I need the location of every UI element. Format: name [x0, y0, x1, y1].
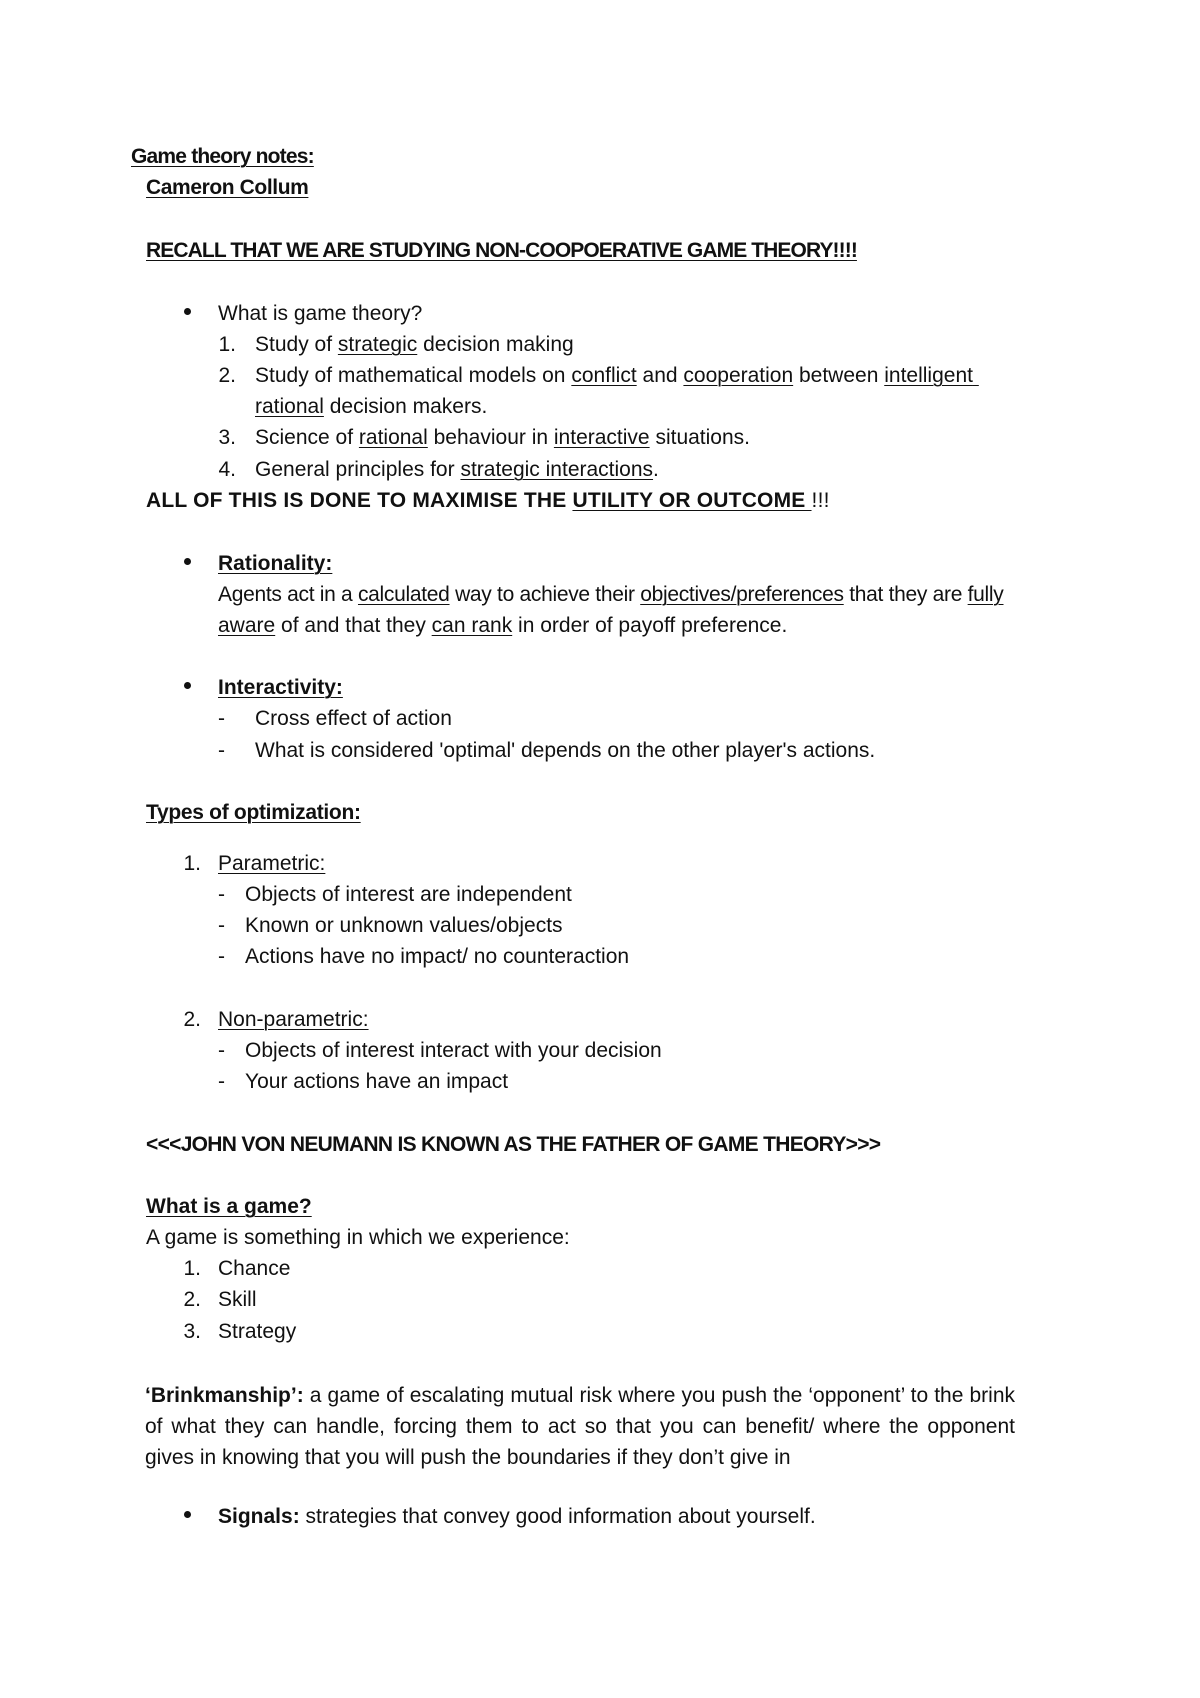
list-number: 4. [218, 458, 236, 481]
interactivity-item-2: What is considered 'optimal' depends on the other player's actions. [255, 739, 876, 762]
recall-heading: RECALL THAT WE ARE STUDYING NON-COOPOERATIVE GAME THEORY!!!! [146, 239, 857, 262]
non-parametric-item-1: Objects of interest interact with your decision [245, 1039, 662, 1062]
dash-marker: - [218, 1070, 225, 1093]
definition-item-4: General principles for strategic interactions. [255, 458, 659, 481]
maximise-statement: ALL OF THIS IS DONE TO MAXIMISE THE UTILITY OR OUTCOME !!! [146, 489, 830, 512]
author-name: Cameron Collum [146, 176, 309, 199]
bullet-icon [184, 1511, 191, 1518]
game-item-skill: Skill [218, 1288, 257, 1311]
optimization-heading: Types of optimization: [146, 801, 361, 824]
rationality-heading: Rationality: [218, 552, 333, 575]
list-number: 3. [218, 426, 236, 449]
interactivity-heading: Interactivity: [218, 676, 343, 699]
list-number: 2. [183, 1288, 201, 1311]
parametric-item-3: Actions have no impact/ no counteraction [245, 945, 630, 968]
dash-marker: - [218, 883, 225, 906]
definition-item-2: Study of mathematical models on conflict and cooperation between intelligent [255, 364, 973, 387]
game-theory-question: What is game theory? [218, 302, 423, 325]
dash-marker: - [218, 1039, 225, 1062]
rationality-text-1: Agents act in a calculated way to achieve their objectives/preferences that they are fully [218, 583, 1004, 606]
bullet-icon [184, 682, 191, 689]
brinkmanship-paragraph: ‘Brinkmanship’: a game of escalating mutual risk where you push the ‘opponent’ to the brink of what they can handle, forcing them to act so that you can benefit/ where the opponent gives in knowing that you will push the boundaries if they don’t give in [145, 1384, 1015, 1469]
list-number: 3. [183, 1320, 201, 1343]
non-parametric-item-2: Your actions have an impact [245, 1070, 509, 1093]
definition-item-3: Science of rational behaviour in interactive situations. [255, 426, 750, 449]
signals-item: Signals: strategies that convey good information about yourself. [218, 1505, 816, 1528]
bullet-icon [184, 308, 191, 315]
definition-item-1: Study of strategic decision making [255, 333, 574, 356]
document-title: Game theory notes: [131, 145, 314, 168]
rationality-text-2: aware of and that they can rank in order of payoff preference. [218, 614, 788, 637]
list-number: 1. [183, 1257, 201, 1280]
game-intro: A game is something in which we experience: [146, 1226, 570, 1249]
list-number: 1. [183, 852, 201, 875]
list-number: 1. [218, 333, 236, 356]
parametric-item-2: Known or unknown values/objects [245, 914, 563, 937]
parametric-label: Parametric: [218, 852, 326, 875]
game-item-chance: Chance [218, 1257, 291, 1280]
dash-marker: - [218, 914, 225, 937]
dash-marker: - [218, 945, 225, 968]
dash-marker: - [218, 707, 225, 730]
parametric-item-1: Objects of interest are independent [245, 883, 572, 906]
definition-item-2-cont: rational decision makers. [255, 395, 488, 418]
list-number: 2. [183, 1008, 201, 1031]
list-number: 2. [218, 364, 236, 387]
interactivity-item-1: Cross effect of action [255, 707, 452, 730]
neumann-statement: <<<JOHN VON NEUMANN IS KNOWN AS THE FATHER OF GAME THEORY>>> [146, 1133, 881, 1156]
game-item-strategy: Strategy [218, 1320, 297, 1343]
game-heading: What is a game? [146, 1195, 312, 1218]
bullet-icon [184, 558, 191, 565]
non-parametric-label: Non-parametric: [218, 1008, 369, 1031]
dash-marker: - [218, 739, 225, 762]
